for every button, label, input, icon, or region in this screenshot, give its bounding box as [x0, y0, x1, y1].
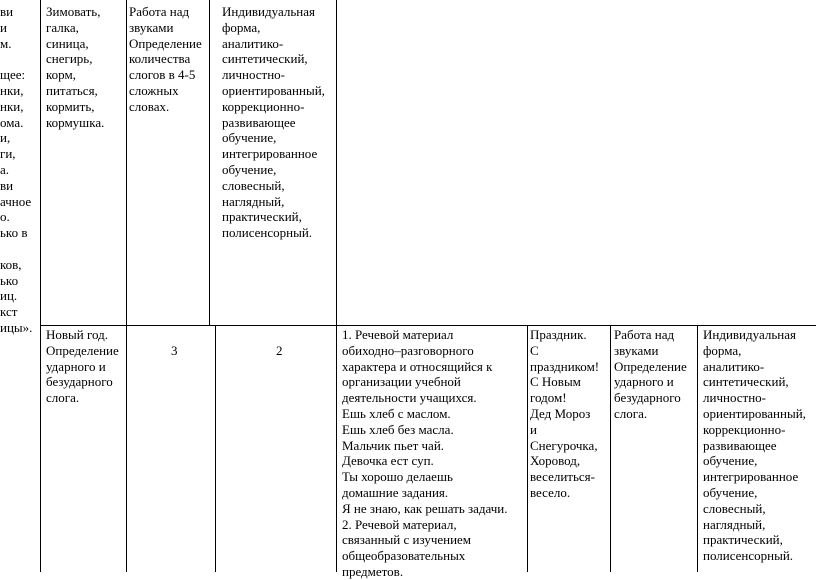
text-line: словесный, — [703, 500, 766, 516]
grid-line — [40, 0, 41, 326]
text-line: организации учебной — [342, 374, 461, 390]
text-line: Праздник. — [530, 327, 587, 342]
speech-material-cell — [342, 327, 526, 580]
text-line: кст — [0, 304, 18, 320]
text-line: ько — [0, 272, 19, 288]
text-line: синица, — [46, 35, 89, 51]
text-line: личностно- — [222, 67, 286, 83]
sounds-work-cell — [614, 327, 696, 422]
text-line: слога. — [614, 405, 648, 421]
text-line: ицы». — [0, 319, 33, 335]
top-vocabulary-cell — [46, 4, 124, 130]
text-line — [0, 51, 38, 67]
text-line: питаться, — [46, 82, 98, 98]
text-line: а. — [0, 161, 10, 177]
text-line: обучение, — [222, 161, 277, 177]
text-line: форма, — [222, 19, 261, 35]
grid-line — [209, 0, 210, 326]
text-line: аналитико- — [222, 35, 284, 51]
text-line: Определение — [129, 35, 202, 51]
text-line: сложных — [129, 82, 179, 98]
text-line: синтетический, — [222, 51, 308, 67]
text-line: безударного — [614, 390, 681, 406]
text-line: ома. — [0, 114, 24, 130]
text-line: кормушка. — [46, 114, 105, 130]
text-line: ударного и — [614, 374, 674, 390]
text-line: форма, — [703, 342, 742, 358]
text-line: Ешь хлеб с маслом. — [342, 405, 451, 421]
text-line: Девочка ест суп. — [342, 453, 434, 469]
hours-practice-cell — [216, 327, 336, 359]
text-line: нки, — [0, 98, 24, 114]
text-line: Я не знаю, как решать задачи. — [342, 500, 508, 516]
text-line: Новый год. — [46, 327, 108, 342]
text-line: аналитико- — [703, 358, 765, 374]
text-line: ько в — [0, 225, 28, 241]
text-line: безударного — [46, 374, 113, 390]
text-line: Определение — [614, 358, 687, 374]
text-line: личностно- — [703, 390, 767, 406]
text-line: коррекционно- — [703, 421, 786, 437]
text-line: годом! — [530, 390, 567, 406]
text-line: полисенсорный. — [703, 548, 794, 564]
text-line: ви — [0, 4, 14, 19]
teaching-methods-cell — [703, 327, 815, 564]
text-line: и — [530, 421, 537, 437]
text-line: количества — [129, 51, 191, 67]
text-line: наглядный, — [222, 193, 285, 209]
text-line: ориентированный, — [703, 405, 806, 421]
text-line: интегрированное — [703, 469, 799, 485]
text-line: обучение, — [703, 484, 758, 500]
text-line: интегрированное — [222, 146, 318, 162]
text-line: Снегурочка, — [530, 437, 598, 453]
text-line: 1. Речевой материал — [342, 327, 454, 342]
text-line: домашние задания. — [342, 484, 449, 500]
text-line: веселиться- — [530, 469, 595, 485]
text-line: С — [530, 342, 539, 358]
text-line: С Новым — [530, 374, 581, 390]
text-line: слогов в 4-5 — [129, 67, 196, 83]
text-line: Индивидуальная — [222, 4, 315, 19]
text-line: общеобразовательных — [342, 548, 466, 564]
text-line: словесный, — [222, 177, 285, 193]
text-line: полисенсорный. — [222, 225, 313, 241]
text-line: синтетический, — [703, 374, 789, 390]
text-line: звуками — [129, 19, 174, 35]
text-line: предметов. — [342, 563, 404, 579]
top-col1-cell — [0, 4, 38, 335]
text-line: ударного и — [46, 358, 106, 374]
text-line: о. — [0, 209, 10, 225]
text-line: ви — [0, 177, 14, 193]
text-line: развивающее — [222, 114, 296, 130]
text-line: характера и относящийся к — [342, 358, 493, 374]
text-line: деятельности учащихся. — [342, 390, 477, 406]
text-line: иц. — [0, 288, 18, 304]
text-line: Работа над — [129, 4, 190, 19]
text-line: галка, — [46, 19, 79, 35]
text-line: звуками — [614, 342, 659, 358]
text-line: Работа над — [614, 327, 675, 342]
text-line: ориентированный, — [222, 82, 325, 98]
top-methods-cell — [222, 4, 334, 241]
top-sounds-cell — [129, 4, 207, 115]
text-line: и — [0, 19, 7, 35]
vocabulary-cell — [530, 327, 609, 501]
grid-line — [126, 0, 127, 326]
text-line: практический, — [222, 209, 302, 225]
text-line: м. — [0, 35, 12, 51]
grid-line — [527, 325, 528, 572]
text-line: весело. — [530, 484, 571, 500]
text-line: практический, — [703, 532, 783, 548]
text-line: снегирь, — [46, 51, 93, 67]
text-line: Зимовать, — [46, 4, 101, 19]
text-line: словах. — [129, 98, 170, 114]
text-line: Хоровод, — [530, 453, 581, 469]
text-line: Мальчик пьет чай. — [342, 437, 445, 453]
grid-line — [336, 325, 337, 572]
text-line: обучение, — [222, 130, 277, 146]
text-line: ги, — [0, 146, 16, 162]
text-line: слога. — [46, 390, 80, 406]
text-line: Ешь хлеб без масла. — [342, 421, 454, 437]
text-line: наглядный, — [703, 516, 766, 532]
text-line: и, — [0, 130, 11, 146]
text-line: корм, — [46, 67, 76, 83]
text-line: ков, — [0, 256, 22, 272]
text-line: 2. Речевой материал, — [342, 516, 457, 532]
text-line: ачное — [0, 193, 32, 209]
grid-line — [40, 325, 41, 572]
text-line: Ты хорошо делаешь — [342, 469, 453, 485]
row-separator — [40, 325, 816, 326]
text-line: Индивидуальная — [703, 327, 796, 342]
text-line: обиходно–разговорного — [342, 342, 474, 358]
lesson-topic-cell — [46, 327, 126, 406]
hours-total-cell — [127, 327, 215, 359]
text-line: коррекционно- — [222, 98, 305, 114]
grid-line — [215, 325, 216, 572]
text-line: праздником! — [530, 358, 600, 374]
grid-line — [126, 325, 127, 572]
text-line: развивающее — [703, 437, 777, 453]
hours-total: 3 — [171, 342, 178, 358]
text-line: нки, — [0, 82, 24, 98]
grid-line — [697, 325, 698, 572]
hours-practice: 2 — [276, 342, 283, 358]
text-line: Определение — [46, 342, 119, 358]
text-line: Дед Мороз — [530, 405, 591, 421]
grid-line — [610, 325, 611, 572]
text-line: кормить, — [46, 98, 95, 114]
text-line: обучение, — [703, 453, 758, 469]
text-line: щее: — [0, 67, 26, 83]
text-line — [0, 241, 38, 257]
text-line: связанный с изучением — [342, 532, 472, 548]
grid-line — [336, 0, 337, 326]
